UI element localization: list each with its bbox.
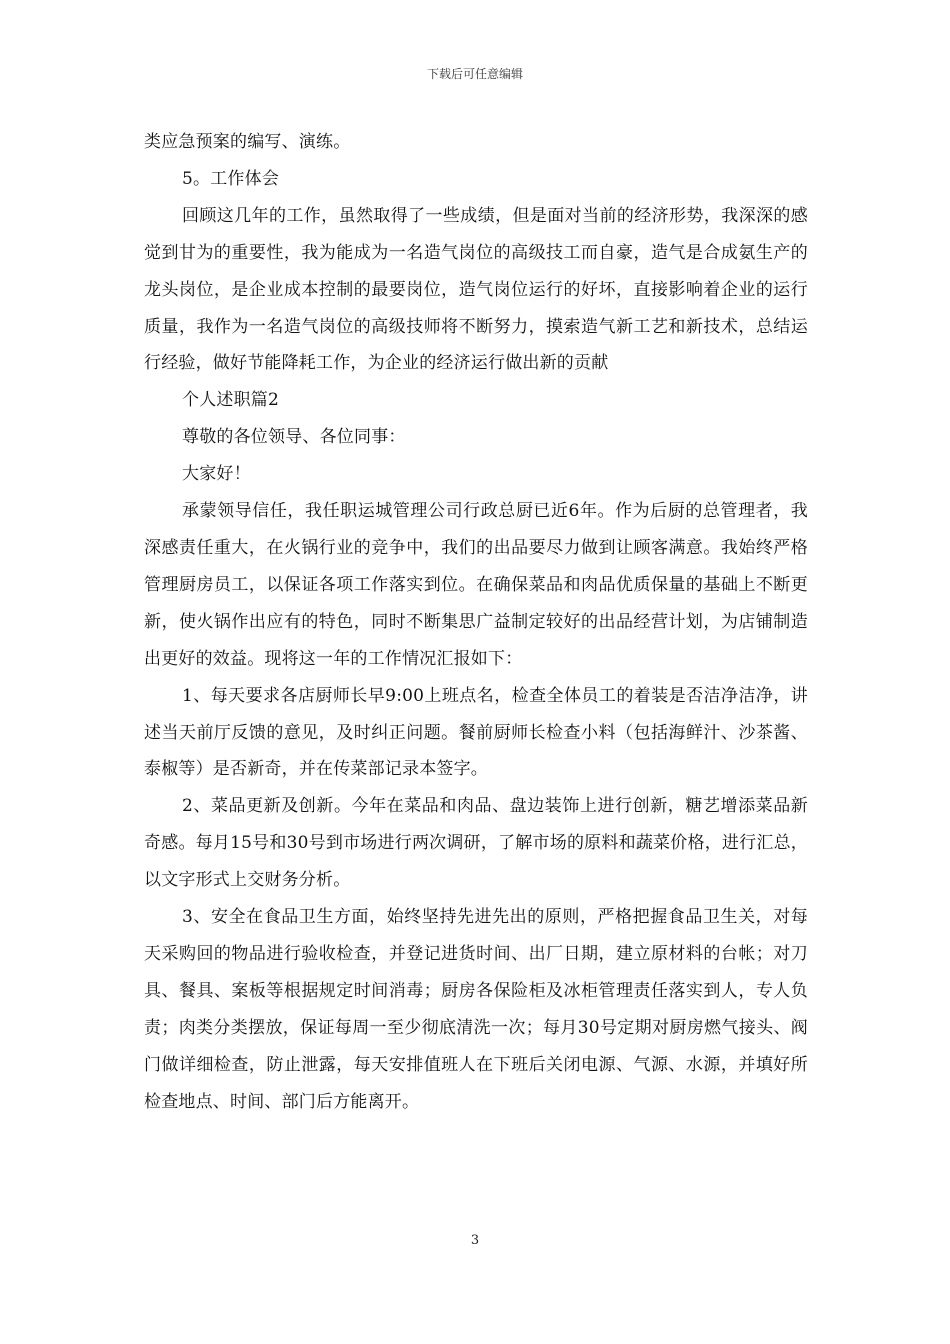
section-heading-work-experience: 5。工作体会 — [182, 168, 280, 189]
paragraph-item-1: 1、每天要求各店厨师长早9:00上班点名，检查全体员工的着装是否洁净洁净，讲述当天前厅反馈的意见，及时纠正问题。餐前厨师长检查小料（包括海鲜汁、沙茶酱、泰椒等）是否新奇，并在传菜部记录本签字。 — [144, 685, 808, 780]
page-footer — [0, 1233, 950, 1249]
header-note: 下载后可任意编辑 — [426, 67, 523, 81]
salutation: 尊敬的各位领导、各位同事： — [182, 427, 406, 448]
document-body — [144, 124, 808, 1120]
paragraph-item-3: 3、安全在食品卫生方面，始终坚持先进先出的原则，严格把握食品卫生关，对每天采购回的物品进行验收检查，并登记进货时间、出厂日期，建立原材料的台帐；对刀具、餐具、案板等根据规定时间消毒；厨房各保险柜及冰柜管理责任落实到人，专人负责；肉类分类摆放，保证每周一至少彻底清洗一次；每月30号定期对厨房燃气接头、阀门做详细检查，防止泄露，每天安排值班人在下班后关闭电源、气源、水源，并填好所检查地点、时间、部门后方能离开。 — [144, 907, 808, 1112]
paragraph-item-2: 2、菜品更新及创新。今年在菜品和肉品、盘边装饰上进行创新，糖艺增添菜品新奇感。每月15号和30号到市场进行两次调研，了解市场的原料和蔬菜价格，进行汇总，以文字形式上交财务分析。 — [144, 796, 808, 891]
greeting: 大家好！ — [182, 464, 251, 485]
paragraph-review: 回顾这几年的工作，虽然取得了一些成绩，但是面对当前的经济形势，我深深的感觉到甘为的重要性，我为能成为一名造气岗位的高级技工而自豪，造气是合成氨生产的龙头岗位，是企业成本控制的最要岗位，造气岗位运行的好坏，直接影响着企业的运行质量，我作为一名造气岗位的高级技师将不断努力，摸索造气新工艺和新技术，总结运行经验，做好节能降耗工作，为企业的经济运行做出新的贡献 — [144, 205, 808, 374]
article-title: 个人述职篇2 — [182, 390, 280, 411]
page-number: 3 — [470, 1233, 480, 1248]
paragraph-intro: 承蒙领导信任，我任职运城管理公司行政总厨已近6年。作为后厨的总管理者，我深感责任重大，在火锅行业的竞争中，我们的出品要尽力做到让顾客满意。我始终严格管理厨房员工，以保证各项工作落实到位。在确保菜品和肉品优质保量的基础上不断更新，使火锅作出应有的特色，同时不断集思广益制定较好的出品经营计划，为店铺制造出更好的效益。现将这一年的工作情况汇报如下： — [144, 501, 808, 669]
page-header — [0, 66, 950, 82]
paragraph-continuation: 类应急预案的编写、演练。 — [144, 132, 351, 152]
